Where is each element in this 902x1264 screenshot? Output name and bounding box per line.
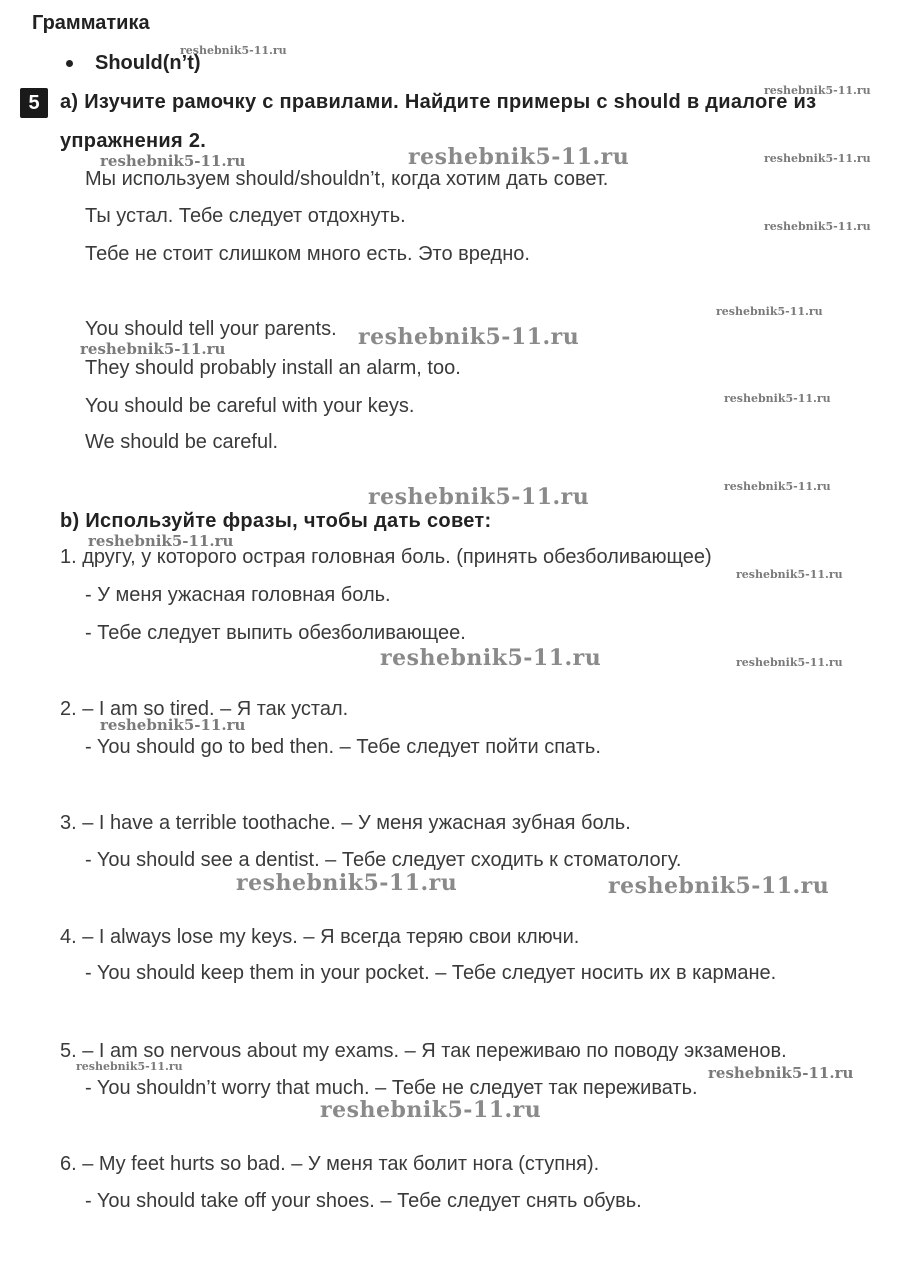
- watermark: reshebnik5-11.ru: [764, 220, 871, 233]
- watermark: reshebnik5-11.ru: [764, 152, 871, 165]
- topic-title: Should(n’t): [95, 52, 201, 74]
- rule-line-1: Мы используем should/shouldn’t, когда хотим дать совет.: [85, 168, 609, 190]
- watermark: reshebnik5-11.ru: [76, 1060, 183, 1073]
- watermark: reshebnik5-11.ru: [708, 1064, 854, 1082]
- item-2-line-2: - You should go to bed then. – Тебе следует пойти спать.: [85, 736, 601, 758]
- watermark: reshebnik5-11.ru: [736, 656, 843, 669]
- example-1: You should tell your parents.: [85, 318, 337, 340]
- watermark: reshebnik5-11.ru: [358, 324, 580, 350]
- item-6-line-1: 6. – My feet hurts so bad. – У меня так болит нога (ступня).: [60, 1153, 600, 1175]
- watermark: reshebnik5-11.ru: [716, 305, 823, 318]
- example-2: They should probably install an alarm, too.: [85, 357, 461, 379]
- item-1-prompt: 1. другу, у которого острая головная боль. (принять обезболивающее): [60, 546, 712, 568]
- watermark: reshebnik5-11.ru: [100, 152, 246, 170]
- watermark: reshebnik5-11.ru: [724, 392, 831, 405]
- item-3-line-1: 3. – I have a terrible toothache. – У меня ужасная зубная боль.: [60, 812, 631, 834]
- rule-line-3: Тебе не стоит слишком много есть. Это вредно.: [85, 243, 530, 265]
- item-4-line-2: - You should keep them in your pocket. – Тебе следует носить их в кармане.: [85, 962, 777, 984]
- section-title: Грамматика: [32, 12, 150, 34]
- watermark: reshebnik5-11.ru: [368, 484, 590, 510]
- item-5-line-2: - You shouldn’t worry that much. – Тебе не следует так переживать.: [85, 1077, 698, 1099]
- watermark: reshebnik5-11.ru: [736, 568, 843, 581]
- watermark: reshebnik5-11.ru: [180, 44, 287, 57]
- item-4-line-1: 4. – I always lose my keys. – Я всегда теряю свои ключи.: [60, 926, 580, 948]
- item-5-line-1: 5. – I am so nervous about my exams. – Я так переживаю по поводу экзаменов.: [60, 1040, 787, 1062]
- bullet-icon: [66, 60, 73, 67]
- example-3: You should be careful with your keys.: [85, 395, 415, 417]
- item-1-line-1: - У меня ужасная головная боль.: [85, 584, 391, 606]
- watermark: reshebnik5-11.ru: [608, 873, 830, 899]
- task-a-line-2: упражнения 2.: [60, 130, 207, 152]
- watermark: reshebnik5-11.ru: [408, 144, 630, 170]
- watermark: reshebnik5-11.ru: [724, 480, 831, 493]
- task-a-line-1: a) Изучите рамочку с правилами. Найдите примеры с should в диалоге из: [60, 91, 817, 113]
- task-b: b) Используйте фразы, чтобы дать совет:: [60, 510, 492, 532]
- item-2-line-1: 2. – I am so tired. – Я так устал.: [60, 698, 349, 720]
- exercise-number: 5: [20, 88, 48, 118]
- item-6-line-2: - You should take off your shoes. – Тебе следует снять обувь.: [85, 1190, 642, 1212]
- watermark: reshebnik5-11.ru: [100, 716, 246, 734]
- watermark: reshebnik5-11.ru: [320, 1097, 542, 1123]
- rule-line-2: Ты устал. Тебе следует отдохнуть.: [85, 205, 406, 227]
- watermark: reshebnik5-11.ru: [236, 870, 458, 896]
- watermark: reshebnik5-11.ru: [380, 645, 602, 671]
- item-3-line-2: - You should see a dentist. – Тебе следует сходить к стоматологу.: [85, 849, 682, 871]
- watermark: reshebnik5-11.ru: [764, 84, 871, 97]
- item-1-line-2: - Тебе следует выпить обезболивающее.: [85, 622, 466, 644]
- example-4: We should be careful.: [85, 431, 279, 453]
- watermark: reshebnik5-11.ru: [80, 340, 226, 358]
- watermark: reshebnik5-11.ru: [88, 532, 234, 550]
